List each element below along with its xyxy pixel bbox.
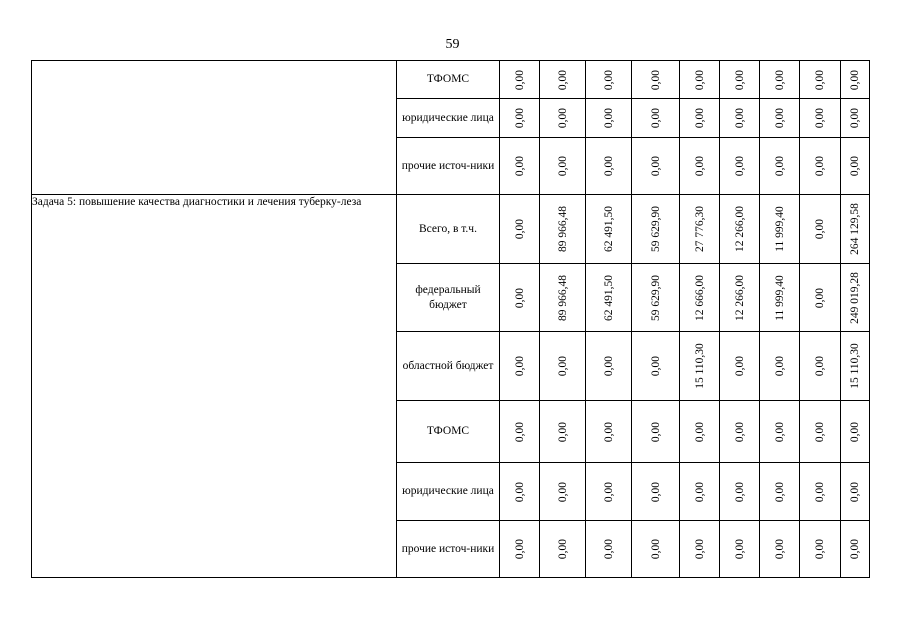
amount-cell: [586, 332, 632, 401]
amount-value: 0,00: [693, 107, 706, 129]
amount-value: 0,00: [556, 355, 569, 377]
amount-cell: [800, 401, 841, 463]
amount-cell: [760, 401, 800, 463]
amount-value: 11 999,40: [773, 274, 786, 321]
amount-value: 0,00: [649, 69, 662, 90]
amount-cell: [500, 463, 540, 521]
amount-value: 0,00: [849, 538, 861, 560]
amount-value: 12 266,00: [733, 206, 746, 252]
amount-cell: [586, 138, 632, 195]
amount-value: 0,00: [513, 538, 526, 560]
amount-value: 0,00: [814, 287, 826, 308]
amount-cell: [586, 401, 632, 463]
amount-value: 0,00: [814, 69, 826, 90]
funding-source-cell: прочие источ-ники: [397, 138, 500, 195]
funding-source-cell: юридические лица: [397, 463, 500, 521]
amount-cell: [841, 138, 870, 195]
funding-source-cell: прочие источ-ники: [397, 521, 500, 578]
amount-value: 0,00: [602, 155, 615, 177]
amount-value: 0,00: [814, 355, 826, 377]
amount-value: 0,00: [649, 155, 662, 177]
amount-cell: [500, 195, 540, 264]
amount-cell: [720, 401, 760, 463]
amount-value: 0,00: [814, 538, 826, 560]
amount-value: 0,00: [849, 481, 861, 502]
amount-cell: [500, 138, 540, 195]
amount-cell: [800, 332, 841, 401]
amount-value: 0,00: [849, 107, 861, 129]
amount-cell: [540, 138, 586, 195]
amount-value: 0,00: [602, 107, 615, 129]
amount-value: 0,00: [602, 421, 615, 442]
amount-value: 0,00: [513, 155, 526, 177]
amount-cell: [760, 463, 800, 521]
amount-value: 0,00: [773, 155, 786, 177]
amount-cell: [540, 332, 586, 401]
amount-value: 0,00: [602, 69, 615, 90]
amount-value: 0,00: [649, 538, 662, 560]
amount-cell: [632, 332, 680, 401]
amount-value: 27 776,30: [693, 206, 706, 252]
amount-value: 0,00: [513, 218, 526, 240]
amount-cell: [760, 61, 800, 99]
amount-value: 0,00: [602, 355, 615, 377]
amount-cell: [720, 195, 760, 264]
amount-value: 0,00: [693, 538, 706, 560]
amount-value: 0,00: [556, 481, 569, 502]
amount-cell: [800, 521, 841, 578]
amount-cell: [500, 99, 540, 138]
amount-value: 0,00: [773, 69, 786, 90]
amount-value: 0,00: [556, 155, 569, 177]
amount-cell: [500, 61, 540, 99]
amount-value: 0,00: [513, 481, 526, 502]
amount-value: 15 110,30: [693, 343, 706, 389]
amount-value: 0,00: [556, 69, 569, 90]
amount-value: 0,00: [649, 107, 662, 129]
amount-value: 11 999,40: [773, 206, 786, 252]
amount-value: 264 129,58: [849, 203, 861, 255]
amount-value: 0,00: [773, 538, 786, 560]
amount-value: 0,00: [733, 538, 746, 560]
funding-source-cell: областной бюджет: [397, 332, 500, 401]
amount-cell: [632, 61, 680, 99]
amount-cell: [800, 195, 841, 264]
funding-source-cell: юридические лица: [397, 99, 500, 138]
amount-value: 89 966,48: [556, 274, 569, 321]
amount-value: 0,00: [814, 155, 826, 177]
amount-cell: [540, 61, 586, 99]
amount-value: 0,00: [733, 107, 746, 129]
amount-value: 0,00: [649, 481, 662, 502]
amount-cell: [760, 332, 800, 401]
amount-cell: [632, 195, 680, 264]
amount-cell: [680, 332, 720, 401]
funding-source-cell: Всего, в т.ч.: [397, 195, 500, 264]
amount-value: 0,00: [814, 481, 826, 502]
amount-cell: [540, 195, 586, 264]
budget-table: [31, 60, 870, 578]
amount-cell: [540, 463, 586, 521]
amount-cell: [500, 264, 540, 332]
amount-cell: [720, 332, 760, 401]
amount-value: 0,00: [649, 421, 662, 442]
amount-cell: [800, 61, 841, 99]
amount-value: 0,00: [513, 355, 526, 377]
amount-cell: [540, 401, 586, 463]
amount-cell: [841, 401, 870, 463]
funding-source-cell: ТФОМС: [397, 401, 500, 463]
amount-value: 0,00: [602, 538, 615, 560]
amount-cell: [841, 61, 870, 99]
amount-cell: [586, 521, 632, 578]
amount-value: 62 491,50: [602, 274, 615, 321]
amount-cell: [841, 99, 870, 138]
amount-value: 0,00: [556, 538, 569, 560]
amount-value: 0,00: [733, 355, 746, 377]
amount-value: 0,00: [693, 421, 706, 442]
amount-cell: [632, 521, 680, 578]
amount-value: 0,00: [849, 421, 861, 442]
amount-cell: [800, 264, 841, 332]
amount-cell: [632, 401, 680, 463]
amount-cell: [841, 463, 870, 521]
amount-cell: [680, 521, 720, 578]
amount-cell: [800, 99, 841, 138]
amount-cell: [540, 264, 586, 332]
amount-cell: [632, 264, 680, 332]
task-description-cell: Задача 5: повышение качества диагностики и лечения туберку-леза: [32, 195, 397, 578]
amount-cell: [586, 195, 632, 264]
amount-value: 0,00: [693, 155, 706, 177]
amount-cell: [720, 138, 760, 195]
amount-cell: [586, 264, 632, 332]
amount-cell: [586, 99, 632, 138]
amount-value: 0,00: [733, 69, 746, 90]
amount-cell: [586, 61, 632, 99]
amount-value: 59 629,90: [649, 206, 662, 252]
amount-cell: [760, 138, 800, 195]
amount-value: 0,00: [693, 481, 706, 502]
amount-cell: [760, 99, 800, 138]
amount-value: 12 266,00: [733, 274, 746, 321]
amount-cell: [760, 521, 800, 578]
amount-value: 0,00: [556, 421, 569, 442]
table-row: [32, 195, 870, 264]
amount-value: 0,00: [649, 355, 662, 377]
amount-cell: [586, 463, 632, 521]
amount-value: 0,00: [513, 69, 526, 90]
amount-value: 0,00: [733, 481, 746, 502]
amount-value: 249 019,28: [849, 271, 861, 324]
amount-value: 0,00: [513, 287, 526, 308]
amount-cell: [632, 99, 680, 138]
amount-value: 62 491,50: [602, 206, 615, 252]
amount-cell: [720, 61, 760, 99]
amount-cell: [841, 264, 870, 332]
amount-cell: [500, 332, 540, 401]
funding-source-cell: федеральный бюджет: [397, 264, 500, 332]
amount-cell: [680, 264, 720, 332]
amount-cell: [680, 401, 720, 463]
amount-cell: [680, 195, 720, 264]
amount-cell: [720, 264, 760, 332]
amount-value: 0,00: [814, 421, 826, 442]
amount-cell: [632, 463, 680, 521]
table-row: [32, 61, 870, 99]
amount-cell: [500, 521, 540, 578]
amount-value: 0,00: [849, 155, 861, 177]
amount-cell: [841, 332, 870, 401]
amount-value: 89 966,48: [556, 206, 569, 252]
funding-source-cell: ТФОМС: [397, 61, 500, 99]
amount-cell: [632, 138, 680, 195]
amount-value: 15 110,30: [849, 343, 861, 389]
amount-value: 59 629,90: [649, 274, 662, 321]
amount-value: 0,00: [513, 421, 526, 442]
amount-value: 0,00: [814, 218, 826, 240]
amount-value: 0,00: [773, 481, 786, 502]
amount-cell: [720, 463, 760, 521]
amount-cell: [800, 138, 841, 195]
amount-cell: [800, 463, 841, 521]
amount-cell: [841, 521, 870, 578]
amount-cell: [540, 99, 586, 138]
amount-value: 0,00: [773, 355, 786, 377]
amount-value: 0,00: [602, 481, 615, 502]
task-description-cell: [32, 61, 397, 195]
amount-value: 0,00: [556, 107, 569, 129]
amount-cell: [680, 138, 720, 195]
amount-cell: [720, 99, 760, 138]
amount-value: 12 666,00: [693, 274, 706, 321]
amount-value: 0,00: [733, 155, 746, 177]
amount-cell: [760, 195, 800, 264]
amount-cell: [680, 463, 720, 521]
amount-cell: [680, 61, 720, 99]
amount-value: 0,00: [693, 69, 706, 90]
amount-cell: [720, 521, 760, 578]
amount-value: 0,00: [733, 421, 746, 442]
amount-cell: [540, 521, 586, 578]
amount-cell: [841, 195, 870, 264]
amount-value: 0,00: [814, 107, 826, 129]
amount-cell: [680, 99, 720, 138]
amount-value: 0,00: [773, 107, 786, 129]
amount-value: 0,00: [513, 107, 526, 129]
amount-cell: [500, 401, 540, 463]
amount-value: 0,00: [773, 421, 786, 442]
amount-cell: [760, 264, 800, 332]
amount-value: 0,00: [849, 69, 861, 90]
page-number: 59: [445, 37, 460, 52]
